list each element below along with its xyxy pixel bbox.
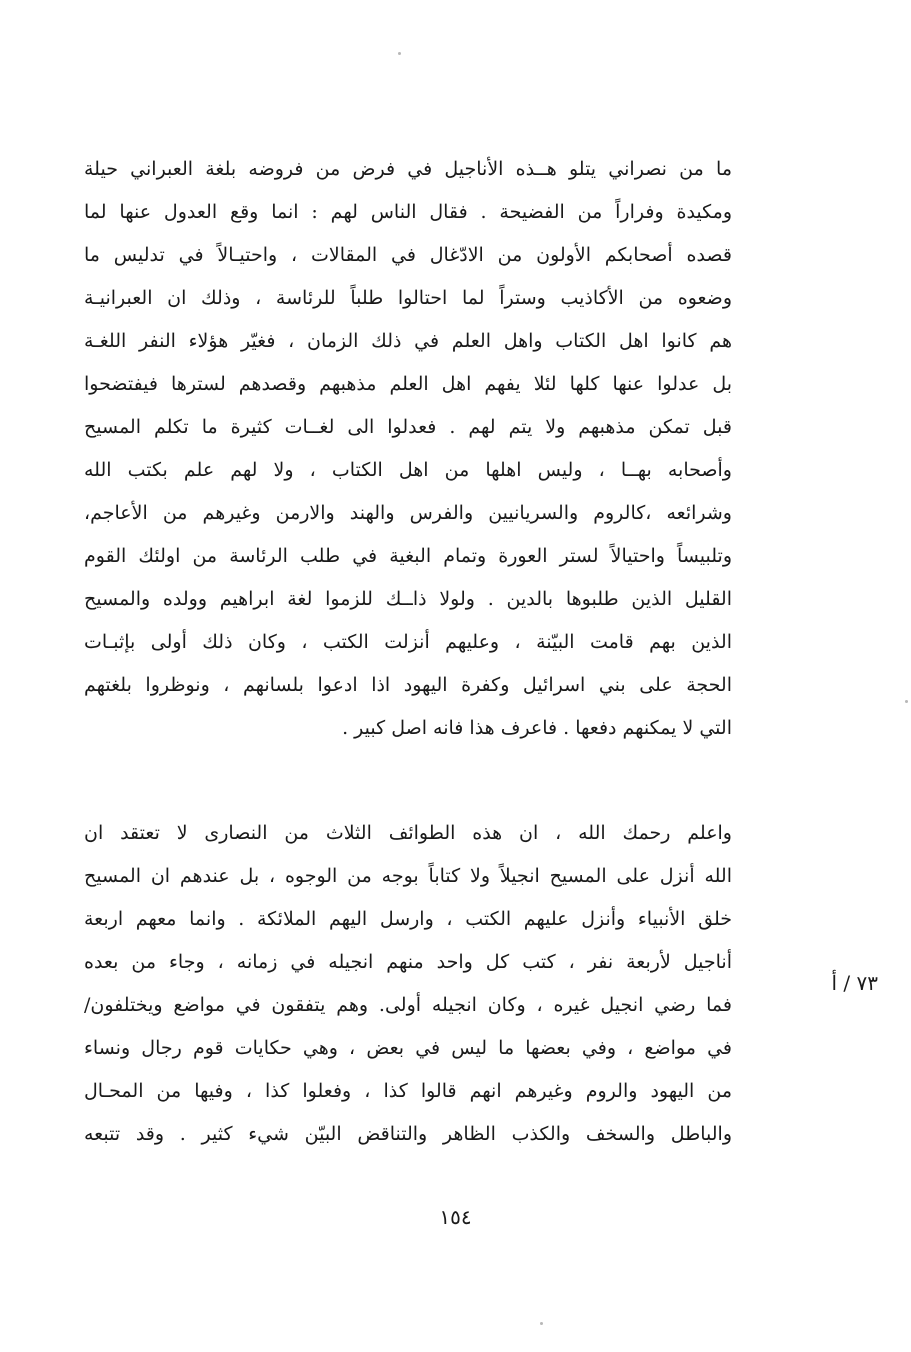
text-line: القليل الذين طلبوها بالدين . ولولا ذاــك للزموا لغة ابراهيم وولده والمسيح (84, 588, 732, 610)
text-line: الله أنزل على المسيح انجيلاً ولا كتاباً بوجه من الوجوه ، بل عندهم ان المسيح (84, 865, 732, 887)
text-line: وضعوه من الأكاذيب وستراً لما احتالوا طلباً للرئاسة ، وذلك ان العبرانيـة (84, 287, 732, 309)
text-line: واعلم رحمك الله ، ان هذه الطوائف الثلاث من النصارى لا تعتقد ان (84, 822, 732, 844)
text-line: وتلبيساً واحتيالاً لستر العورة وتمام البغية في طلب الرئاسة من اولئك القوم (84, 545, 732, 567)
text-line: قصده أصحابكم الأولون من الادّغال في المقالات ، واحتيـالاً في تدليس ما (84, 244, 732, 266)
text-line: بل عدلوا عنها كلها لئلا يفهم اهل العلم مذهبهم وقصدهم لسترها فيفتضحوا (84, 373, 732, 395)
scan-speck (398, 52, 401, 55)
text-line: التي لا يمكنهم دفعها . فاعرف هذا فانه اصل كبير . (342, 717, 732, 739)
text-line: وشرائعه ،كالروم والسريانيين والفرس والهند والارمن وغيرهم من الأعاجم، (84, 502, 732, 524)
paragraph-2 (84, 812, 732, 1156)
text-line: والباطل والسخف والكذب الظاهر والتناقض البيّن شيء كثير . وقد تتبعه (84, 1123, 732, 1145)
text-line: الحجة على بني اسرائيل وكفرة اليهود اذا ادعوا بلسانهم ، ونوظروا بلغتهم (84, 674, 732, 696)
text-line: هم كانوا اهل الكتاب واهل العلم في ذلك الزمان ، فغيّر هؤلاء النفر اللغـة (84, 330, 732, 352)
text-line: الذين بهم قامت البيّنة ، وعليهم أنزلت الكتب ، وكان ذلك أولى بإثبـات (84, 631, 732, 653)
folio-margin-note: ٧٣ / أ (831, 971, 878, 995)
text-line: في مواضع ، وفي بعضها ما ليس في بعض ، وهي حكايات قوم رجال ونساء (84, 1037, 732, 1059)
text-line: من اليهود والروم وغيرهم انهم قالوا كذا ، وفعلوا كذا ، وفيها من المحـال (84, 1080, 732, 1102)
text-line: قبل تمكن مذهبهم ولا يتم لهم . فعدلوا الى لغــات كثيرة ما تكلم المسيح (84, 416, 732, 438)
text-line: فما رضي انجيل غيره ، وكان انجيله أولى. وهم يتفقون في مواضع ويختلفون/ (84, 994, 732, 1016)
text-line: وأصحابه بهــا ، وليس اهلها من اهل الكتاب ، ولا لهم علم بكتب الله (84, 459, 732, 481)
text-line: أناجيل لأربعة نفر ، كتب كل واحد منهم انجيله في زمانه ، وجاء من بعده (84, 951, 732, 973)
page-number: ١٥٤ (439, 1205, 472, 1229)
text-line: خلق الأنبياء وأنزل عليهم الكتب ، وارسل اليهم الملائكة . وانما معهم اربعة (84, 908, 732, 930)
text-line: ما من نصراني يتلو هــذه الأناجيل في فرض من فروضه بلغة العبراني حيلة (84, 158, 732, 180)
paragraph-1 (84, 148, 732, 750)
scan-speck (905, 700, 908, 703)
scan-speck (540, 1322, 543, 1325)
text-line: ومكيدة وفراراً من الفضيحة . فقال الناس لهم : انما وقع العدول عنها لما (84, 201, 732, 223)
